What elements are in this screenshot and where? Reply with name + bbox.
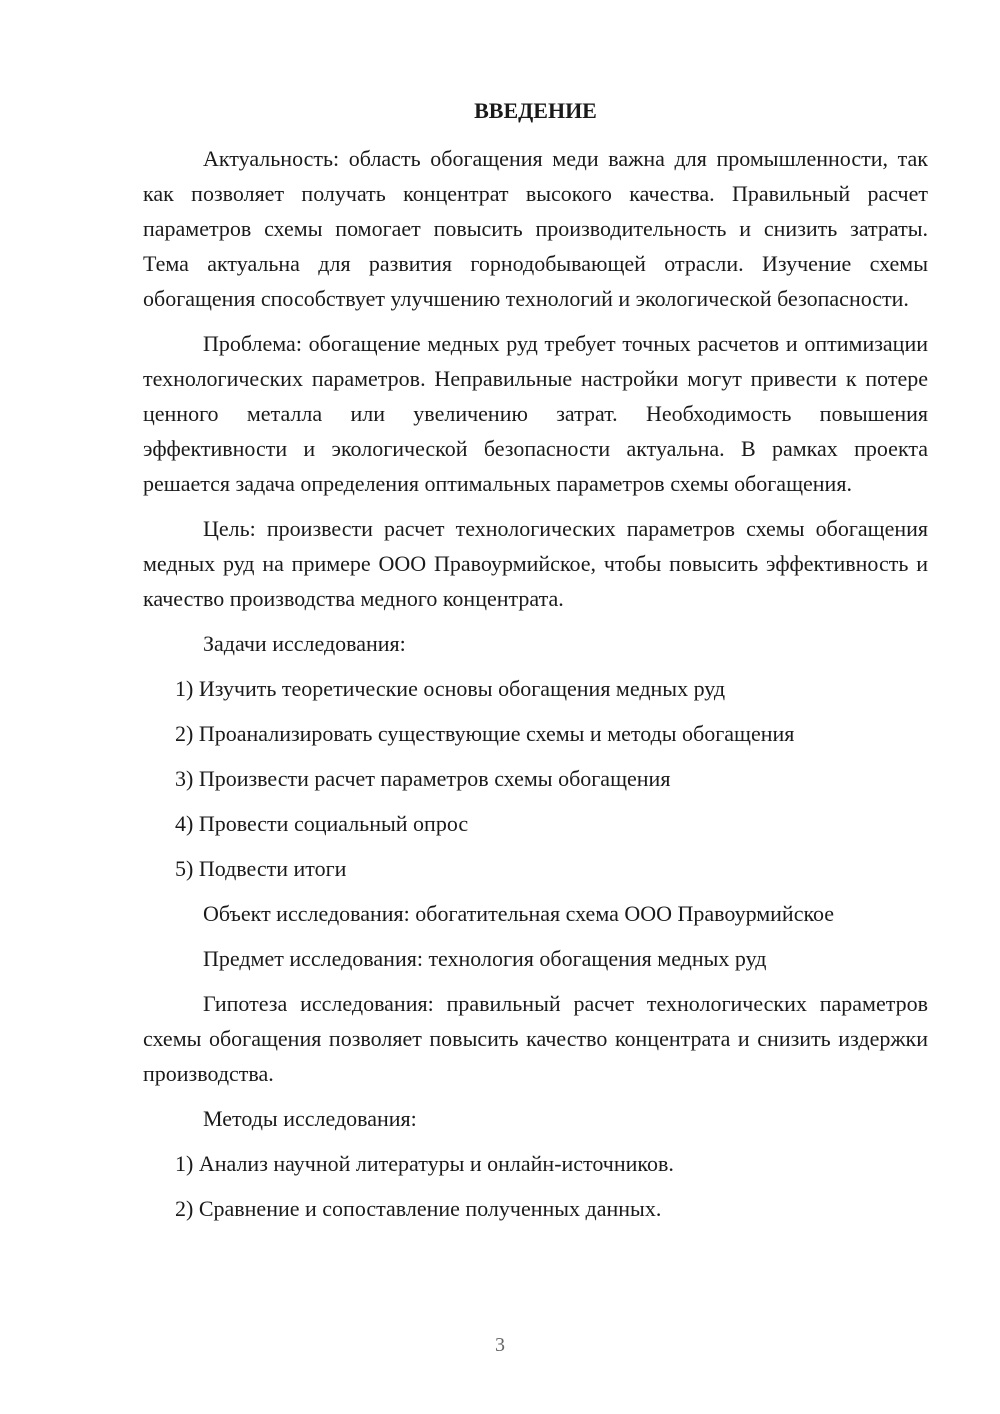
- list-item: 1) Анализ научной литературы и онлайн-источников.: [175, 1151, 674, 1176]
- subject-line: Предмет исследования: технология обогащения медных руд: [203, 946, 767, 971]
- relevance-paragraph: Актуальность: область обогащения меди важна для промышленности, так как позволяет получать концентрат высокого качества. Правильный расчет параметров схемы помогает повысить производительность и снизить затраты. Тема актуальна для развития горнодобывающей отрасли. Изучение схемы обогащения способствует улучшению технологий и экологической безопасности.: [143, 146, 928, 311]
- list-item: 2) Сравнение и сопоставление полученных данных.: [175, 1196, 662, 1221]
- tasks-heading: Задачи исследования:: [203, 631, 406, 656]
- goal-paragraph: Цель: произвести расчет технологических параметров схемы обогащения медных руд на примере ООО Правоурмийское, чтобы повысить эффективность и качество производства медного концентрата.: [143, 516, 928, 611]
- list-item: 5) Подвести итоги: [175, 856, 347, 881]
- page-number: 3: [495, 1334, 505, 1356]
- methods-list: [143, 1146, 928, 1226]
- list-item: 1) Изучить теоретические основы обогащения медных руд: [175, 676, 726, 701]
- page-title: ВВЕДЕНИЕ: [474, 98, 597, 123]
- list-item: 4) Провести социальный опрос: [175, 811, 469, 836]
- object-line: Объект исследования: обогатительная схема ООО Правоурмийское: [203, 901, 835, 926]
- document-page: [143, 95, 928, 1236]
- hypothesis-paragraph: Гипотеза исследования: правильный расчет технологических параметров схемы обогащения позволяет повысить качество концентрата и снизить издержки производства.: [143, 991, 928, 1086]
- methods-heading: Методы исследования:: [203, 1106, 417, 1131]
- list-item: 3) Произвести расчет параметров схемы обогащения: [175, 766, 671, 791]
- list-item: 2) Проанализировать существующие схемы и методы обогащения: [175, 721, 795, 746]
- tasks-list: [143, 671, 928, 886]
- problem-paragraph: Проблема: обогащение медных руд требует точных расчетов и оптимизации технологических параметров. Неправильные настройки могут привести к потере ценного металла или увеличению затрат. Необходимость повышения эффективности и экологической безопасности актуальна. В рамках проекта решается задача определения оптимальных параметров схемы обогащения.: [143, 331, 928, 496]
